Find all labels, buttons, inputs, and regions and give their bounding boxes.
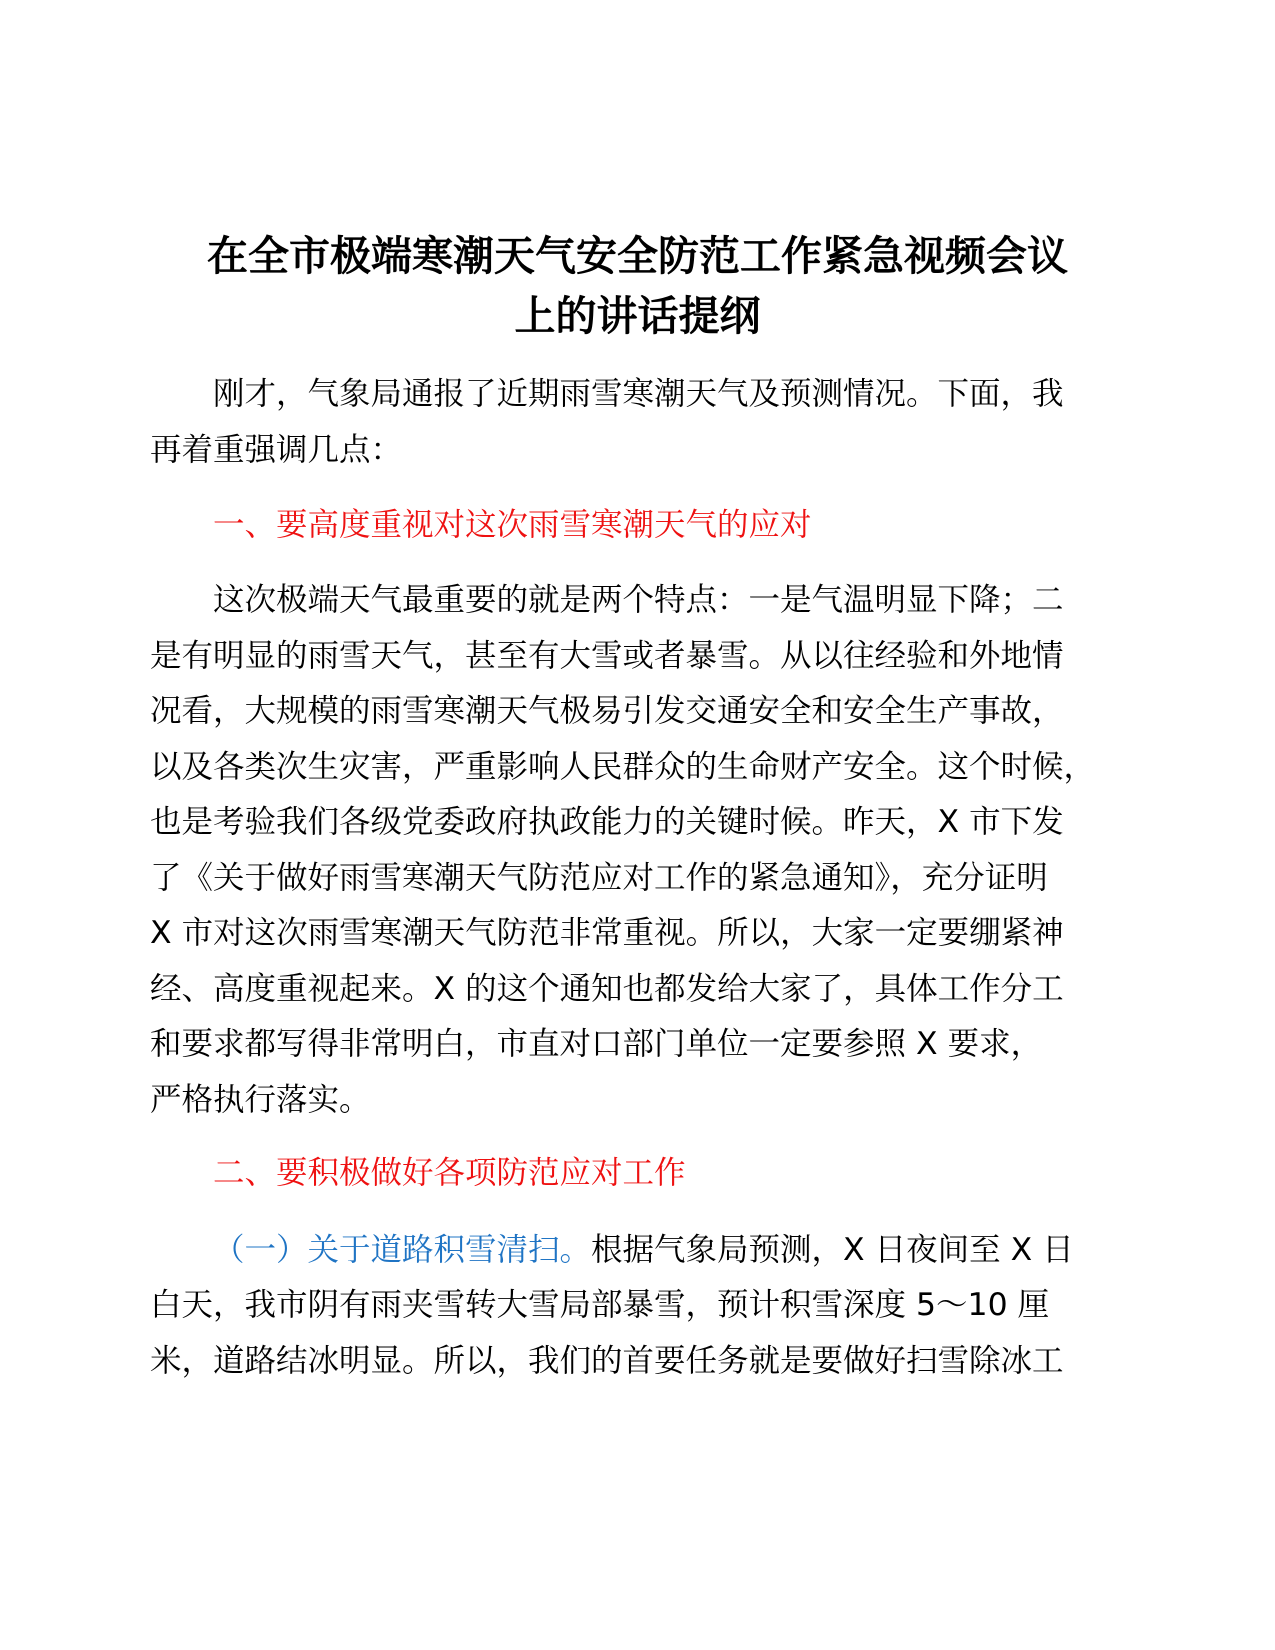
- subsection-1-line-2: 白天，我市阴有雨夹雪转大雪局部暴雪，预计积雪深度 5～10 厘: [150, 1287, 1050, 1323]
- paragraph-1-line-8: 经、高度重视起来。X 的这个通知也都发给大家了，具体工作分工: [150, 971, 1064, 1007]
- document-title: [150, 226, 1125, 346]
- paragraph-1-line-7: X 市对这次雨雪寒潮天气防范非常重视。所以，大家一定要绷紧神: [150, 915, 1064, 951]
- paragraph-1-line-2: 是有明显的雨雪天气，甚至有大雪或者暴雪。从以往经验和外地情: [150, 638, 1064, 674]
- subsection-1-line-1: [213, 1222, 1125, 1278]
- section-heading-2: 二、要积极做好各项防范应对工作: [213, 1155, 686, 1191]
- subsection-1-first-text: 根据气象局预测，X 日夜间至 X 日: [591, 1232, 1074, 1268]
- paragraph-1-line-9: 和要求都写得非常明白，市直对口部门单位一定要参照 X 要求，: [150, 1026, 1043, 1062]
- subsection-1-label: （一）关于道路积雪清扫。: [213, 1232, 592, 1268]
- paragraph-1-line-4: 以及各类次生灾害，严重影响人民群众的生命财产安全。这个时候，: [150, 749, 1096, 785]
- paragraph-1-line-6: 了《关于做好雨雪寒潮天气防范应对工作的紧急通知》，充分证明: [150, 860, 1048, 896]
- subsection-1-line-3: 米，道路结冰明显。所以，我们的首要任务就是要做好扫雪除冰工: [150, 1343, 1064, 1379]
- paragraph-1-line-5: 也是考验我们各级党委政府执政能力的关键时候。昨天，X 市下发: [150, 804, 1064, 840]
- paragraph-1-line-10: 严格执行落实。: [150, 1082, 371, 1118]
- title-line-2: 上的讲话提纲: [514, 292, 761, 340]
- intro-line-1: 刚才，气象局通报了近期雨雪寒潮天气及预测情况。下面，我: [213, 376, 1064, 412]
- title-line-1: 在全市极端寒潮天气安全防范工作紧急视频会议: [207, 232, 1068, 280]
- section-heading-1: 一、要高度重视对这次雨雪寒潮天气的应对: [213, 507, 812, 543]
- paragraph-1-line-1: 这次极端天气最重要的就是两个特点：一是气温明显下降；二: [213, 582, 1064, 618]
- intro-line-2: 再着重强调几点：: [150, 432, 403, 468]
- paragraph-1-line-3: 况看，大规模的雨雪寒潮天气极易引发交通安全和安全生产事故，: [150, 693, 1064, 729]
